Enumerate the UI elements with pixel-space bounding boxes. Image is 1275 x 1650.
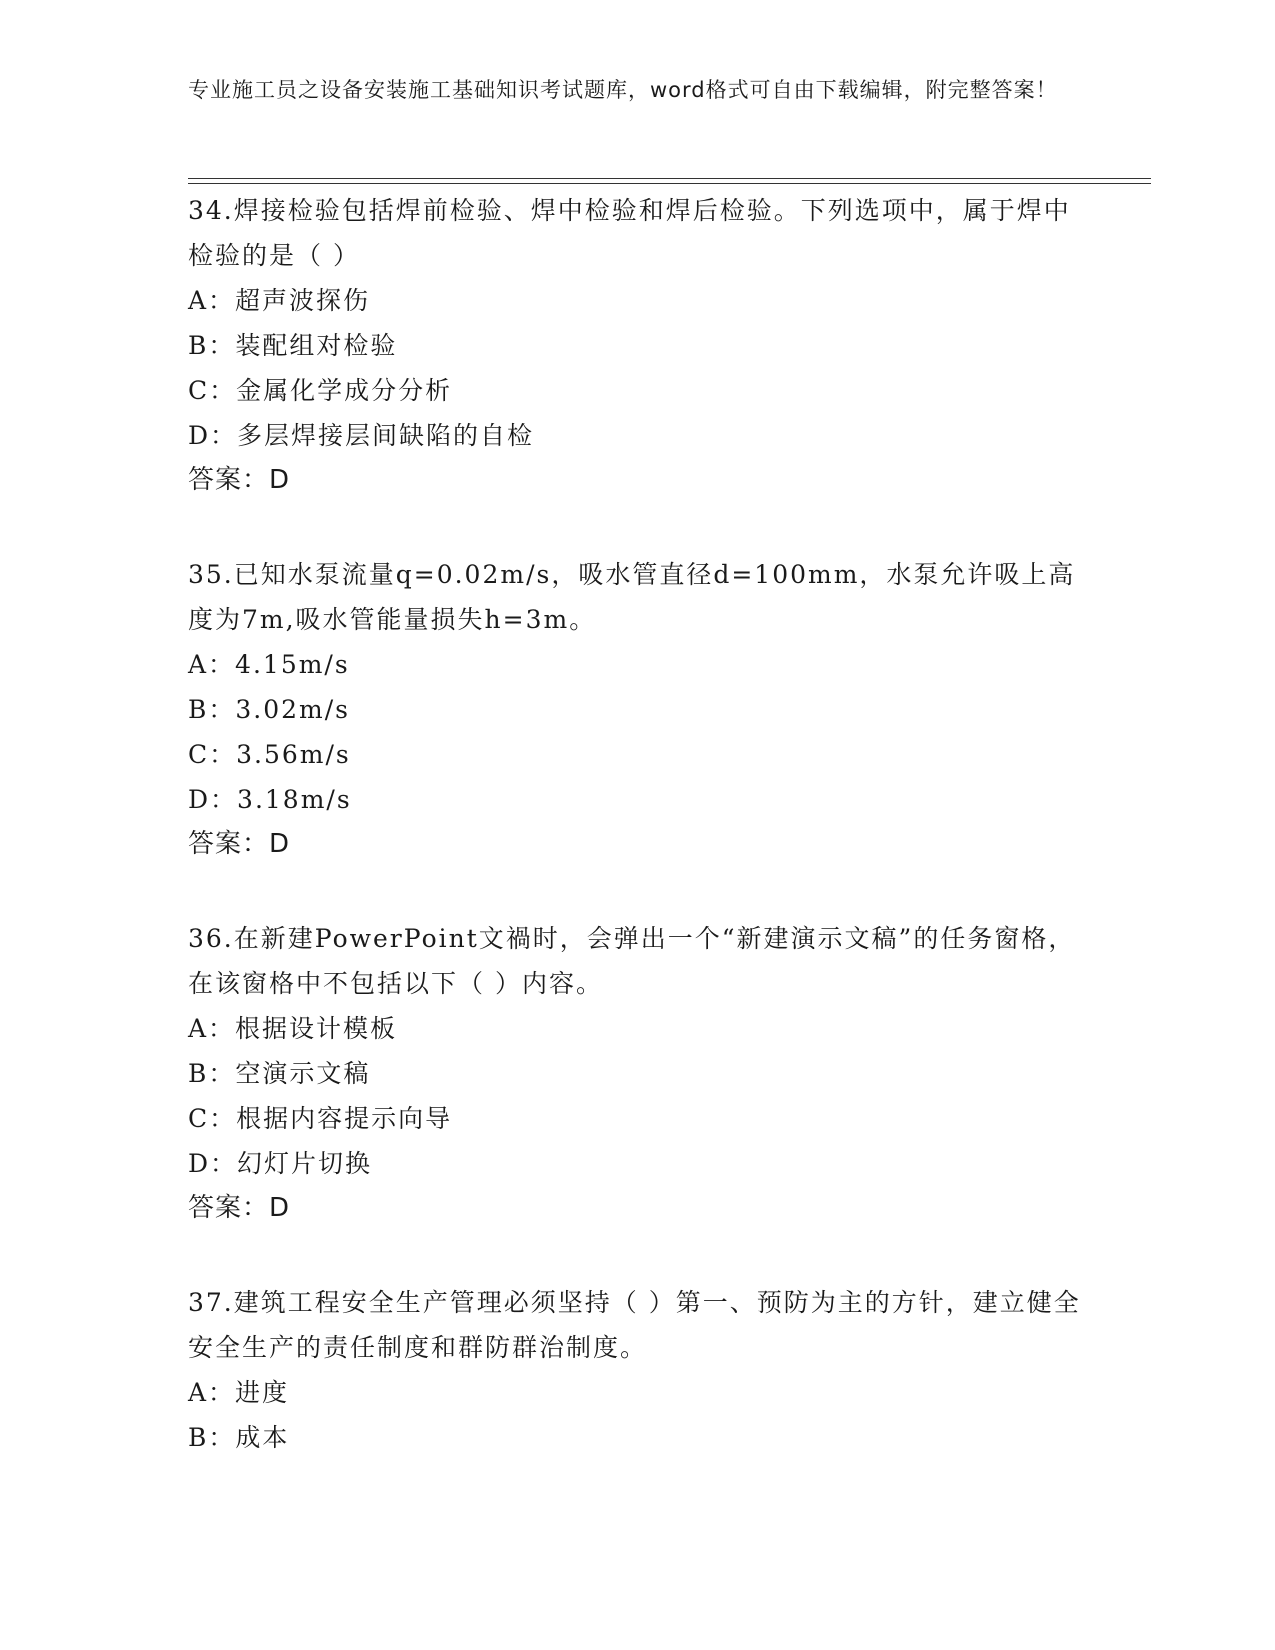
question-stem: 37.建筑工程安全生产管理必须坚持（ ）第一、预防为主的方针，建立健全安全生产的责任制度和群防群治制度。 [188,1288,1081,1362]
question-stem: 34.焊接检验包括焊前检验、焊中检验和焊后检验。下列选项中，属于焊中检验的是（ ） [188,196,1071,270]
answer: 答案：D [188,465,291,495]
option-b: B：3.02m/s [188,695,350,724]
question-35 [188,552,1088,867]
question-stem: 35.已知水泵流量q=0.02m/s，吸水管直径d=100mm，水泵允许吸上高度为7m,吸水管能量损失h=3m。 [188,560,1076,634]
option-d: D：多层焊接层间缺陷的自检 [188,421,535,450]
answer: 答案：D [188,1193,291,1223]
question-34 [188,188,1088,503]
option-a: A：4.15m/s [188,650,350,679]
option-d: D：幻灯片切换 [188,1149,373,1178]
question-36 [188,916,1088,1231]
header-divider-bottom [188,183,1151,184]
option-a: A：进度 [188,1378,290,1407]
document-header: 专业施工员之设备安装施工基础知识考试题库，word格式可自由下载编辑，附完整答案！ [188,78,1058,102]
question-stem: 36.在新建PowerPoint文禍时，会弹出一个“新建演示文稿”的任务窗格，在该窗格中不包括以下（ ）内容。 [188,924,1076,998]
option-c: C：3.56m/s [188,740,351,769]
option-b: B：装配组对检验 [188,331,398,360]
answer: 答案：D [188,829,291,859]
option-b: B：空演示文稿 [188,1059,371,1088]
option-c: C：根据内容提示向导 [188,1104,453,1133]
option-a: A：超声波探伤 [188,286,371,315]
option-c: C：金属化学成分分析 [188,376,453,405]
option-d: D：3.18m/s [188,785,352,814]
option-b: B：成本 [188,1423,290,1452]
header-divider-top [188,178,1151,179]
option-a: A：根据设计模板 [188,1014,398,1043]
question-37 [188,1280,1088,1460]
